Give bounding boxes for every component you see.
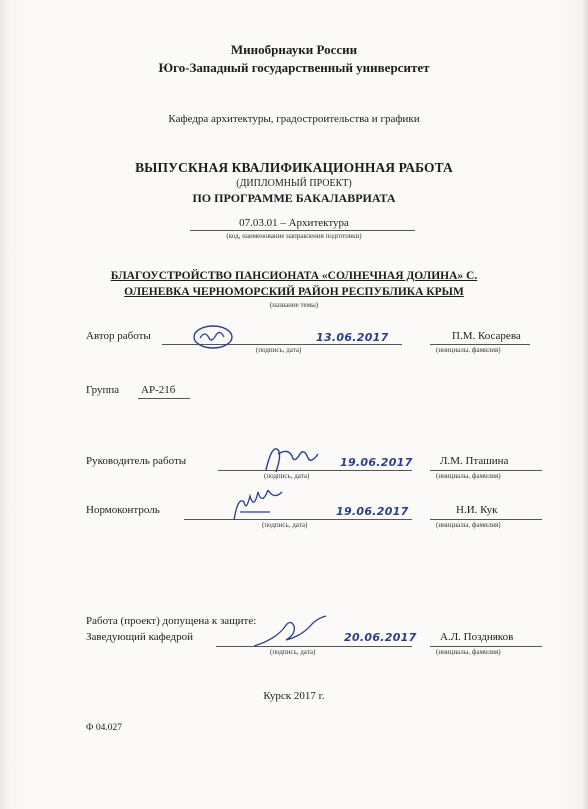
supervisor-name: Л.М. Пташина [440,455,509,467]
group-label: Группа [86,384,120,396]
theme-line-2: ОЛЕНЕВКА ЧЕРНОМОРСКИЙ РАЙОН РЕСПУБЛИКА КРЫМ [124,286,464,298]
theme-line-1: БЛАГОУСТРОЙСТВО ПАНСИОНАТА «СОЛНЕЧНАЯ ДОЛИНА» С. [110,270,478,282]
head-name: А.Л. Поздняков [440,631,514,643]
supervisor-name-caption: (инициалы, фамилия) [436,472,501,480]
head-name-caption: (инициалы, фамилия) [436,648,501,656]
author-name: П.М. Косарева [452,330,521,342]
specialty-underline [190,230,415,231]
author-name-caption: (инициалы, фамилия) [436,346,501,354]
supervisor-label: Руководитель работы [86,455,187,467]
supervisor-name-line [430,470,542,471]
head-of-department-label: Заведующий кафедрой [86,631,193,643]
normcontrol-sign-line [184,519,412,520]
ministry-heading: Минобрнауки России [230,42,358,57]
normcontrol-date: 19.06.2017 [336,505,409,518]
university-heading: Юго-Западный государственный университет [158,60,430,75]
diploma-subtitle: (ДИПЛОМНЫЙ ПРОЕКТ) [236,178,352,189]
program-title: ПО ПРОГРАММЕ БАКАЛАВРИАТА [192,191,396,205]
theme-caption: (название темы) [269,301,319,309]
author-sign-caption: (подпись, дата) [256,346,302,354]
author-signature-stamp [190,322,236,352]
specialty-caption: (код, наименование направления подготовки) [226,232,362,240]
author-label: Автор работы [86,330,151,342]
author-date: 13.06.2017 [316,331,389,344]
head-sign-caption: (подпись, дата) [270,648,316,656]
normcontrol-name: Н.И. Кук [456,504,498,516]
group-value: АР-21б [141,384,176,396]
group-underline [138,398,190,399]
normcontrol-label: Нормоконтроль [86,504,160,516]
department-name: Кафедра архитектуры, градостроительства и графики [168,113,420,125]
normcontrol-name-caption: (инициалы, фамилия) [436,521,501,529]
normcontrol-name-line [430,519,542,520]
supervisor-date: 19.06.2017 [340,456,413,469]
normcontrol-sign-caption: (подпись, дата) [262,521,308,529]
specialty-code: 07.03.01 – Архитектура [239,217,349,229]
head-name-line [430,646,542,647]
city-year: Курск 2017 г. [263,690,325,702]
head-date: 20.06.2017 [344,631,417,644]
work-title: ВЫПУСКНАЯ КВАЛИФИКАЦИОННАЯ РАБОТА [135,160,453,175]
form-code: Ф 04.027 [86,723,123,733]
author-name-line [430,344,530,345]
admission-statement: Работа (проект) допущена к защите: [86,615,257,627]
supervisor-sign-caption: (подпись, дата) [264,472,310,480]
head-signature [250,612,340,652]
